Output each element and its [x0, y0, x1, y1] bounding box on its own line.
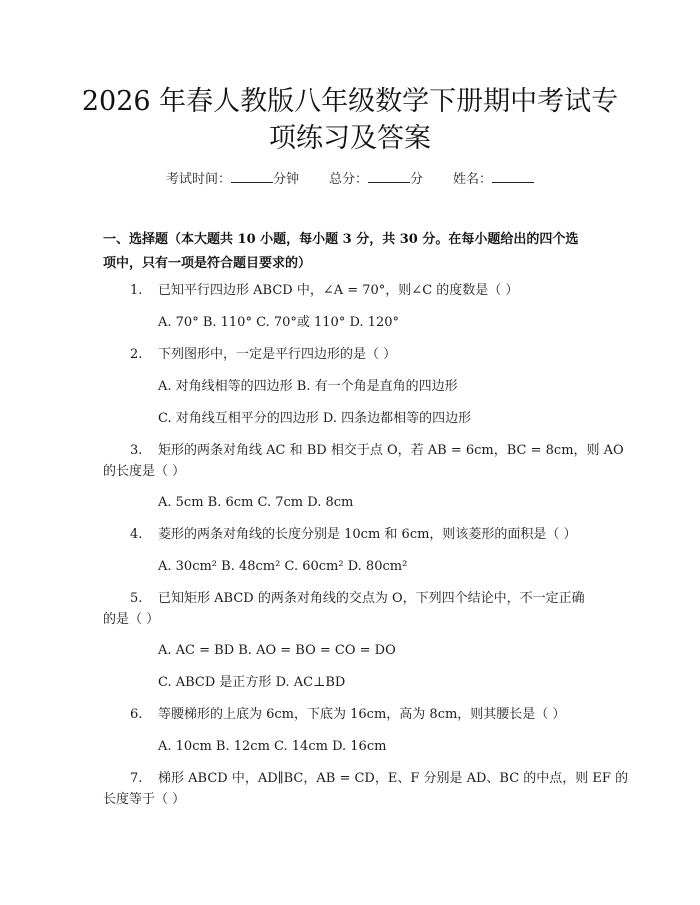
section-heading	[103, 228, 603, 276]
question-3	[130, 442, 624, 460]
exam-title-line-2: 项练习及答案	[269, 123, 431, 154]
question-2-options-row-2: C. 对角线互相平分的四边形 D. 四条边都相等的四边形	[158, 411, 472, 426]
exam-title-line-1: 2026 年春人教版八年级数学下册期中考试专	[81, 86, 619, 117]
question-1	[130, 282, 518, 300]
question-text: 已知矩形 ABCD 的两条对角线的交点为 O，下列四个结论中，不一定正确	[158, 591, 585, 606]
question-6-options: A. 10cm B. 12cm C. 14cm D. 16cm	[158, 739, 387, 754]
question-5-options-row-2: C. ABCD 是正方形 D. AC⊥BD	[158, 675, 346, 690]
question-number: 7.	[130, 771, 143, 786]
question-number: 1.	[130, 283, 143, 298]
question-text: 菱形的两条对角线的长度分别是 10cm 和 6cm，则该菱形的面积是（ ）	[158, 527, 577, 542]
question-text: 等腰梯形的上底为 6cm，下底为 16cm，高为 8cm，则其腰长是（ ）	[158, 707, 566, 722]
question-2	[130, 346, 396, 364]
question-number: 6.	[130, 707, 143, 722]
total-score-unit: 分	[410, 172, 424, 187]
question-text: 下列图形中，一定是平行四边形的是（ ）	[158, 347, 397, 362]
student-name-blank	[492, 170, 534, 183]
exam-info-row	[0, 168, 700, 187]
question-7-continuation: 长度等于（ ）	[103, 792, 186, 807]
student-name-label: 姓名：	[453, 172, 493, 187]
question-1-options: A. 70° B. 110° C. 70°或 110° D. 120°	[158, 315, 399, 330]
question-number: 2.	[130, 347, 143, 362]
question-5	[130, 590, 585, 608]
question-6	[130, 706, 565, 724]
exam-time-blank	[231, 170, 273, 183]
question-4-options: A. 30cm² B. 48cm² C. 60cm² D. 80cm²	[158, 559, 408, 574]
question-5-options-row-1: A. AC = BD B. AO = BO = CO = DO	[158, 643, 396, 658]
total-score-label: 总分：	[328, 172, 368, 187]
total-score-blank	[368, 170, 410, 183]
section-heading-line-1: 一、选择题（本大题共 10 小题，每小题 3 分，共 30 分。在每小题给出的四个选	[103, 232, 579, 247]
exam-time-unit: 分钟	[272, 172, 299, 187]
question-2-options-row-1: A. 对角线相等的四边形 B. 有一个角是直角的四边形	[158, 379, 458, 394]
question-text: 梯形 ABCD 中，AD∥BC，AB = CD，E、F 分别是 AD、BC 的中点，则 EF 的	[158, 771, 629, 786]
question-text: 已知平行四边形 ABCD 中，∠A = 70°，则∠C 的度数是（ ）	[158, 283, 519, 298]
exam-time-label: 考试时间：	[165, 172, 231, 187]
question-4	[130, 526, 577, 544]
question-number: 5.	[130, 591, 143, 606]
question-5-continuation: 的是（ ）	[103, 612, 160, 627]
question-number: 4.	[130, 527, 143, 542]
question-text: 矩形的两条对角线 AC 和 BD 相交于点 O，若 AB = 6cm，BC = 8cm，则 AO	[158, 443, 624, 458]
question-3-options: A. 5cm B. 6cm C. 7cm D. 8cm	[158, 495, 354, 510]
question-7	[130, 770, 628, 788]
question-number: 3.	[130, 443, 143, 458]
section-heading-line-2: 项中，只有一项是符合题目要求的）	[103, 256, 312, 271]
question-3-continuation: 的长度是（ ）	[103, 464, 186, 479]
